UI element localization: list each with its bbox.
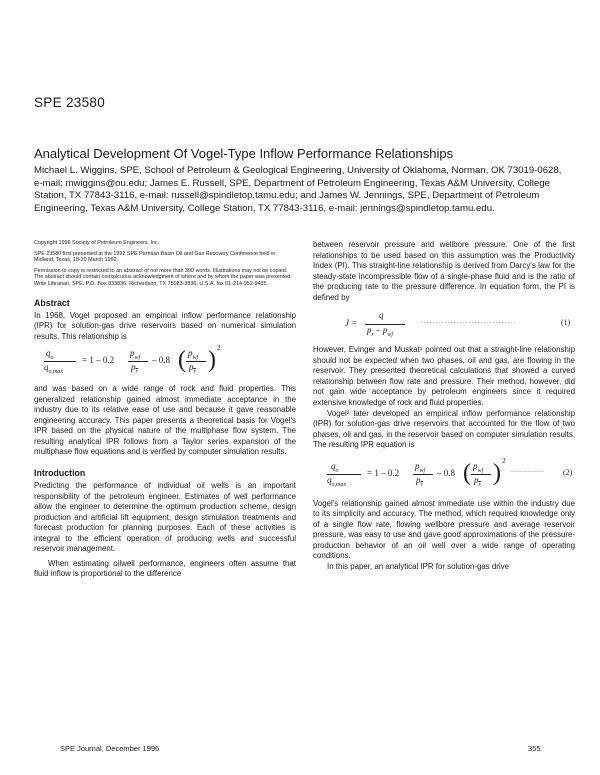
copyright-notice [34, 240, 296, 288]
eq1-denominator: $p_r - p_{wf}$ [367, 325, 394, 339]
abstract-heading: Abstract [34, 297, 70, 308]
eq-a-q: $q_o$ [46, 348, 54, 361]
eq-a-qmax: $q_{o,max}$ [44, 362, 63, 375]
left-column [34, 240, 296, 580]
right-paragraph-5: In this paper, an analytical IPR for solution-gas drive [327, 562, 510, 572]
introduction-paragraph-2: When estimating oilwell performance, engineers often assume that fluid inflow is proportional to the difference [34, 558, 296, 579]
eq2-pbar2: $p_r$ [474, 474, 481, 488]
introduction-paragraph-1: Predicting the performance of individual oil wells is an important responsibility of the petroleum engineer. Estimates of well performance allow the engineer to determine the optimum production scheme, design production and artificial lift equipment, design stimulation treatments and forecast production for planning purposes. Each of these activities is integral to the efficient operation of producing wells and successful reservoir management. [34, 481, 296, 554]
eq-a-pwf2: $p_{wf}$ [188, 348, 199, 361]
author-block: Michael L. Wiggins, SPE, School of Petroleum & Geological Engineering, University of Oklahoma, Norman, OK 73019-0628, e-mail: mwiggins@ou.edu; James E. Russell, SPE, Department of Petroleum Engineering, Texas A&M University, College Station, TX 77843-3116, e-mail: russell@spindletop.tamu.edu; and James W. Jennings, SPE, Department of Petroleum Engineering, Texas A&M University, College Station, TX 77843-3116, e-mail: jennings@spindletop.tamu.edu. [34, 165, 562, 214]
eq2-pwf2: $p_{wf}$ [473, 460, 484, 474]
vogel-equation-abstract [34, 346, 296, 380]
eq1-j: J = [345, 318, 358, 329]
eq-a-pwf: $p_{wf}$ [130, 348, 141, 361]
eq1-number: (1) [561, 318, 571, 328]
eq2-leader-dots: . . . . . . . . . . . . . . . . . . . . . . [511, 468, 544, 474]
permission-note: Permission to copy is restricted to an abstract of not more than 300 words. Illustrations may not be copied. The abstract should contain conspicuous acknowledgment of where and by whom the paper was presented. Write Librarian, SPE, P.O. Box 833836, Richardson, TX 75083-3836, U.S.A. fax 01-214-952-9435. [34, 267, 292, 287]
abstract-paragraph-1: In 1968, Vogel proposed an empirical inflow performance relationship (IPR) for solution-gas drive reservoirs based on numerical simulation results. This relationship is [34, 310, 296, 341]
footer-journal: SPE Journal, December 1996 [60, 744, 160, 753]
copyright-line: Copyright 1996 Society of Petroleum Engineers, Inc. [34, 240, 160, 246]
abstract-paragraph-2: and was based on a wide range of rock and fluid properties. This generalized relationship gained almost immediate acceptance in the industry due to its relative ease of use and because it gave reasonable engineering accuracy. This paper presents a theoretical basis for Vogel's IPR based on the physical nature of the multiphase flow system. The resulting analytical IPR follows from a Taylor series expansion of the multiphase flow equations and is verified by computer simulation results. [34, 384, 296, 457]
eq2-coef: – 0.8 [437, 467, 455, 478]
eq-a-pbar2: $p_r$ [189, 362, 196, 375]
eq-a-equals: = 1 – 0.2 [82, 355, 115, 366]
eq-a-rparen: ) [208, 347, 216, 374]
eq2-pbar: $p_r$ [416, 474, 423, 488]
eq2-qmax: $q_{o,max}$ [327, 474, 346, 488]
footer-page-number: 355 [528, 744, 541, 753]
eq1-leader-dots: . . . . . . . . . . . . . . . . . . . . . . . . . . . . . . . . [421, 319, 516, 326]
presentation-note: SPE 23580 first presented at the 1992 SPE Permian Basin Oil and Gas Recovery Conference held in Midland, Texas, 18-20 March 1992. [34, 250, 276, 264]
right-paragraph-3: Vogel² later developed an empirical inflow performance relationship (IPR) for solution-gas drive reservoirs that accounted for the flow of two phases, oil and gas, in the reservoir based on computer simulation results. The resulting IPR equation is [313, 408, 575, 450]
productivity-index-equation [313, 309, 575, 339]
eq2-lparen: ( [463, 459, 471, 486]
eq-a-coef: – 0.8 [152, 355, 170, 366]
eq2-exponent: 2 [502, 456, 506, 465]
eq-a-exponent: 2 [217, 344, 221, 353]
eq1-numerator: q [379, 310, 384, 321]
vogel-equation-2 [313, 456, 575, 493]
right-paragraph-4: Vogel's relationship gained almost immediate use within the industry due to its simplicity and accuracy. The method, which required knowledge only of a single flow rate, flowing wellbore pressure and average reservoir pressure, was easy to use and gave good approximations of the pressure-production behavior of an oil well over a wide range of operating conditions. [313, 498, 575, 561]
eq-a-pbar: $p_r$ [131, 362, 138, 375]
eq2-pwf: $p_{wf}$ [415, 460, 426, 474]
paper-id: SPE 23580 [34, 95, 106, 110]
eq2-number: (2) [563, 467, 573, 477]
eq2-q: $q_o$ [331, 460, 339, 474]
right-paragraph-2: However, Evinger and Muskat¹ pointed out that a straight-line relationship should not be expected when two phases, oil and gas, are flowing in the reservoir. They presented theoretical calculations that showed a curved relationship between flow rate and pressure. Their method, however, did not gain wide acceptance by petroleum engineers since it required extensive knowledge of rock and fluid properties. [313, 345, 575, 408]
right-paragraph-1: between reservoir pressure and wellbore pressure. One of the first relationships to be used based on this assumption was the Productivity Index (PI). This straight-line relationship is derived from Darcy's law for the steady-state incompressible flow of a single-phase fluid and is the ratio of the producing rate to the pressure difference. In equation form, the PI is defined by [313, 240, 575, 302]
eq2-rparen: ) [493, 459, 501, 486]
eq2-equals: = 1 – 0.2 [367, 467, 400, 478]
introduction-heading: Introduction [34, 468, 86, 479]
paper-title: Analytical Development Of Vogel-Type Inflow Performance Relationships [34, 146, 454, 161]
right-column [313, 240, 575, 573]
eq-a-lparen: ( [178, 347, 186, 374]
